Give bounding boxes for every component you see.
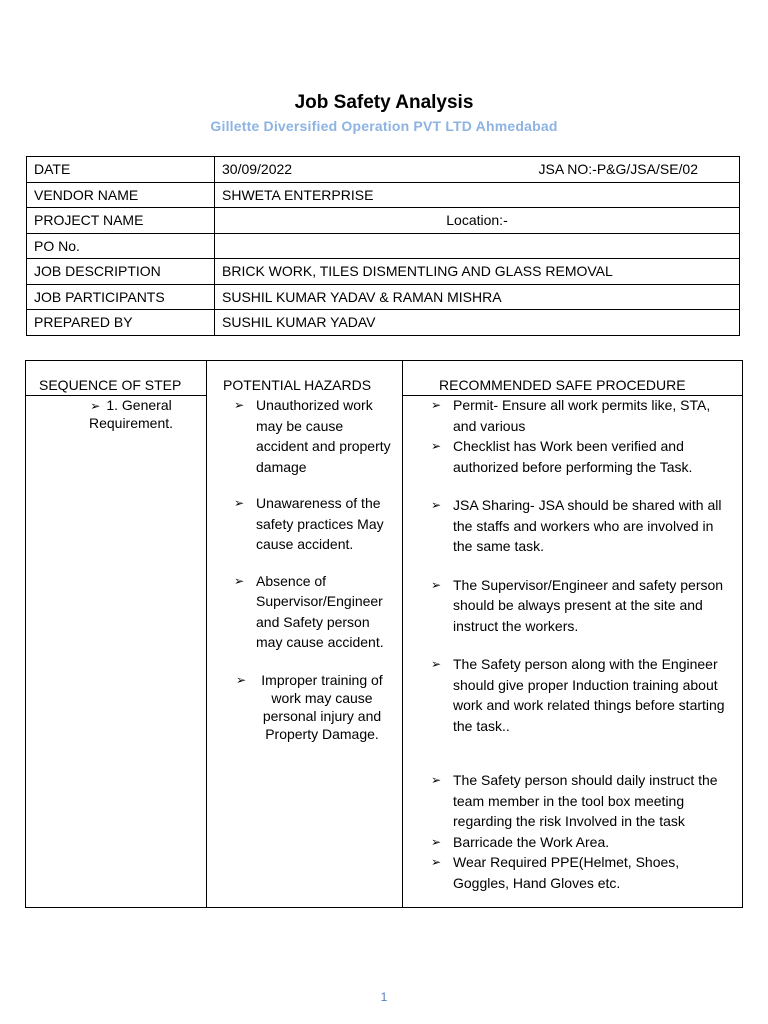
table-row [27, 208, 740, 234]
project-label: PROJECT NAME [27, 208, 215, 234]
arrow-bullet-icon: ➢ [431, 834, 442, 849]
hazards-cell [234, 395, 396, 743]
procedure-text: JSA Sharing- JSA should be shared with all the staffs and workers who are involved in the same task. [453, 497, 722, 554]
step-title [66, 397, 196, 415]
column-divider [402, 361, 403, 907]
list-item [431, 495, 736, 557]
po-label: PO No. [27, 233, 215, 259]
procedure-text: Permit- Ensure all work permits like, STA, and various [453, 397, 711, 434]
list-item [431, 654, 736, 736]
job-info-table [26, 156, 740, 336]
date-cell [215, 157, 740, 183]
table-row [27, 284, 740, 310]
step-label: 1. General [106, 397, 172, 413]
safety-steps-table [25, 360, 743, 908]
table-row [27, 157, 740, 183]
arrow-bullet-icon: ➢ [431, 657, 442, 671]
list-item [431, 395, 736, 436]
arrow-bullet-icon: ➢ [234, 496, 245, 510]
arrow-bullet-icon: ➢ [431, 577, 442, 592]
date-label: DATE [27, 157, 215, 183]
arrow-bullet-icon: ➢ [431, 498, 442, 512]
list-item [234, 571, 396, 653]
list-item [234, 395, 396, 477]
vendor-value: SHWETA ENTERPRISE [215, 182, 740, 208]
step-cell [66, 397, 196, 432]
header-procedure: RECOMMENDED SAFE PROCEDURE [439, 377, 686, 393]
arrow-bullet-icon: ➢ [431, 855, 442, 869]
list-item [431, 852, 736, 893]
arrow-bullet-icon: ➢ [234, 573, 245, 588]
hazard-text: Absence of Supervisor/Engineer and Safety person may cause accident. [256, 572, 384, 650]
date-value: 30/09/2022 [222, 161, 293, 178]
list-item [431, 575, 736, 637]
column-divider [206, 361, 207, 907]
list-item [431, 832, 736, 853]
list-item [431, 770, 736, 832]
table-row [27, 310, 740, 336]
table-row [27, 259, 740, 285]
hazard-text: Unawareness of the safety practices May cause accident. [256, 495, 384, 552]
arrow-bullet-icon: ➢ [235, 672, 247, 687]
arrow-bullet-icon: ➢ [234, 398, 245, 412]
procedure-text: Checklist has Work been verified and authorized before performing the Task. [453, 438, 693, 475]
list-item [431, 436, 736, 477]
arrow-bullet-icon: ➢ [431, 439, 442, 453]
prepared-by-label: PREPARED BY [27, 310, 215, 336]
list-item [234, 671, 396, 743]
location-label: Location:- [215, 208, 740, 234]
document-title: Job Safety Analysis [294, 92, 474, 113]
procedure-text: The Supervisor/Engineer and safety person should be always present at the site and instruct the workers. [453, 576, 724, 634]
header-sequence: SEQUENCE OF STEP [39, 377, 182, 393]
procedure-text: Barricade the Work Area. [453, 833, 610, 850]
vendor-label: VENDOR NAME [27, 182, 215, 208]
procedure-text: The Safety person along with the Engineer should give proper Induction training about work and work related things before starting the task.. [453, 656, 725, 734]
step-label-cont: Requirement. [88, 415, 174, 431]
list-item [234, 493, 396, 555]
arrow-bullet-icon: ➢ [431, 773, 442, 787]
prepared-by-value: SUSHIL KUMAR YADAV [215, 310, 740, 336]
job-description-label: JOB DESCRIPTION [27, 259, 215, 285]
procedure-text: Wear Required PPE(Helmet, Shoes, Goggles, Hand Gloves etc. [453, 854, 680, 891]
table-row [27, 182, 740, 208]
table-row [27, 233, 740, 259]
jsa-number: JSA NO:-P&G/JSA/SE/02 [538, 161, 698, 178]
hazard-text: Unauthorized work may be cause accident and property damage [256, 397, 391, 475]
hazard-text: Improper training of work may cause personal injury and Property Damage. [261, 671, 383, 742]
header-hazards: POTENTIAL HAZARDS [223, 377, 372, 393]
participants-label: JOB PARTICIPANTS [27, 284, 215, 310]
procedure-text: The Safety person should daily instruct the team member in the tool box meeting regarding the risk Involved in the task [453, 772, 718, 829]
company-subtitle: Gillette Diversified Operation PVT LTD Ahmedabad [210, 118, 558, 134]
arrow-bullet-icon: ➢ [90, 399, 101, 413]
arrow-bullet-icon: ➢ [431, 398, 442, 412]
job-description-value: BRICK WORK, TILES DISMENTLING AND GLASS REMOVAL [215, 259, 740, 285]
procedures-cell [431, 395, 736, 893]
po-value [215, 233, 740, 259]
participants-value: SUSHIL KUMAR YADAV & RAMAN MISHRA [215, 284, 740, 310]
header-divider [26, 395, 206, 396]
page-number: 1 [380, 990, 388, 1004]
